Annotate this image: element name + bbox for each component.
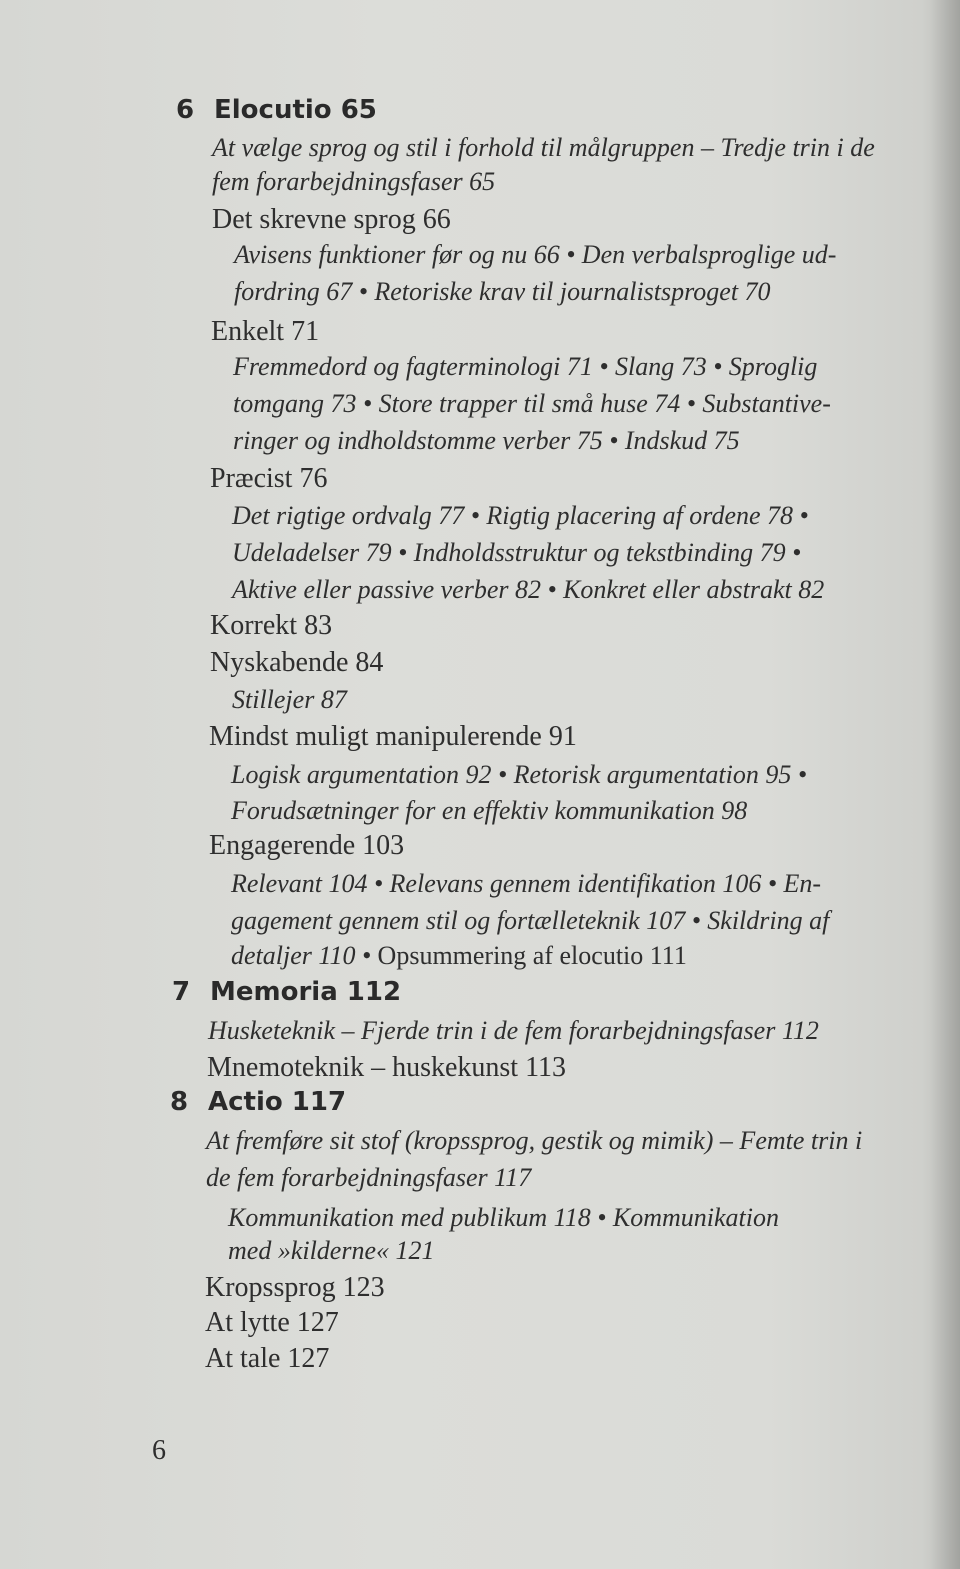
chapter-8-heading: [170, 1089, 346, 1115]
subsection-upright-part: Opsummering af elocutio 111: [377, 941, 687, 970]
section-at-lytte: At lytte 127: [205, 1307, 339, 1338]
subsection-line: Fremmedord og fagterminologi 71 • Slang 73 • Sproglig: [233, 352, 818, 381]
chapter-title: Actio 117: [208, 1087, 347, 1117]
chapter-7-heading: [172, 979, 401, 1005]
subsection-line: [231, 943, 687, 969]
page-edge-shadow: [930, 0, 960, 1569]
subsection-line: Det rigtige ordvalg 77 • Rigtig placering af ordene 78 •: [232, 501, 809, 530]
subsection-line: tomgang 73 • Store trapper til små huse 74 • Substantive-: [233, 389, 831, 418]
chapter-6-heading: [176, 97, 377, 123]
subsection-line: Avisens funktioner før og nu 66 • Den verbalsproglige ud-: [234, 240, 837, 269]
subsection-line: Logisk argumentation 92 • Retorisk argumentation 95 •: [231, 760, 807, 789]
subsection-line: Stillejer 87: [232, 685, 347, 714]
chapter-title: Elocutio 65: [214, 95, 377, 125]
chapter-6-subtitle-line-2: fem forarbejdningsfaser 65: [212, 167, 496, 196]
subsection-line: fordring 67 • Retoriske krav til journalistsproget 70: [234, 277, 771, 306]
chapter-number: 8: [170, 1087, 189, 1117]
section-mnemoteknik: Mnemoteknik – huskekunst 113: [207, 1052, 567, 1083]
subsection-line: med »kilderne« 121: [228, 1236, 435, 1265]
subsection-line: Kommunikation med publikum 118 • Kommunikation: [228, 1203, 779, 1232]
page-number: 6: [152, 1435, 166, 1466]
section-praecist: Præcist 76: [210, 463, 328, 494]
chapter-number: 6: [176, 95, 195, 125]
chapter-8-subtitle-line-2: de fem forarbejdningsfaser 117: [206, 1163, 532, 1192]
subsection-line: gagement gennem stil og fortælleteknik 107 • Skildring af: [231, 906, 830, 935]
chapter-number: 7: [172, 977, 191, 1007]
section-enkelt: Enkelt 71: [211, 316, 320, 347]
section-nyskabende: Nyskabende 84: [210, 647, 384, 678]
section-mindst-muligt-manipulerende: Mindst muligt manipulerende 91: [209, 721, 577, 752]
section-det-skrevne-sprog: Det skrevne sprog 66: [212, 204, 451, 235]
section-engagerende: Engagerende 103: [209, 830, 405, 861]
subsection-line: ringer og indholdstomme verber 75 • Indskud 75: [233, 426, 740, 455]
chapter-title: Memoria 112: [210, 977, 402, 1007]
section-korrekt: Korrekt 83: [210, 610, 333, 641]
section-kropssprog: Kropssprog 123: [205, 1272, 385, 1303]
subsection-italic-part: detaljer 110 •: [231, 941, 378, 970]
section-at-tale: At tale 127: [205, 1343, 330, 1374]
subsection-line: Udeladelser 79 • Indholdsstruktur og tekstbinding 79 •: [232, 538, 802, 567]
chapter-7-subtitle: Husketeknik – Fjerde trin i de fem forarbejdningsfaser 112: [208, 1016, 819, 1045]
subsection-line: Relevant 104 • Relevans gennem identifikation 106 • En-: [231, 869, 822, 898]
subsection-line: Forudsætninger for en effektiv kommunikation 98: [231, 796, 748, 825]
subsection-line: Aktive eller passive verber 82 • Konkret eller abstrakt 82: [232, 575, 825, 604]
chapter-8-subtitle-line-1: At fremføre sit stof (kropssprog, gestik og mimik) – Femte trin i: [206, 1126, 863, 1155]
chapter-6-subtitle-line-1: At vælge sprog og stil i forhold til målgruppen – Tredje trin i de: [212, 133, 875, 162]
